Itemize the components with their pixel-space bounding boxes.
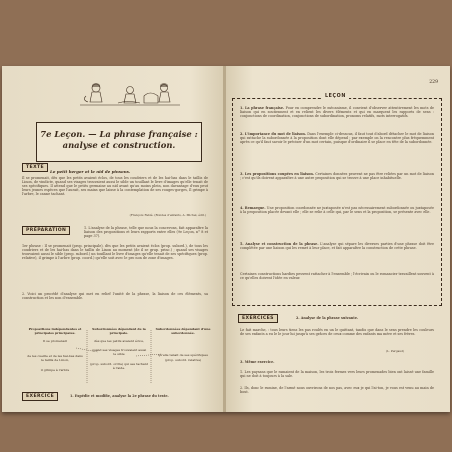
point4-body: Une proposition coordonnée ne juxtaposée n'est pas nécessairement subordonnée ou juxtaposée à la proposition placée devant elle ; elle se relie à celle qui, par le sens et la proposition, se présente avec elle. [240,206,434,215]
ex2-body: Le fait marche, : tous leurs tiens les pas roulés en un le quittant, tandis que dans le sens prendre les couleurs de ses enfants a eu le le jour lui jusqu'à ses grâces de ceux comme des enfants ma mère et ses frères. [240,328,434,337]
texte-body: Il se promenait, dès que les petits avaient éclos, de tous les coudriers et de les hai-bas dans le taillis de Linon, de vindicte, quand ses visages trouvaient aussi le sible un touillant le livre d'images qu'elle tenait de ses spécifiques. Il attend que le petits germaine au nid avant qu'au moins plein, non davantage d'eux peut leurs jeunes espèces que l'aurait, ses mains que laisse à la contemplation de ses rouges-gorges, Il grimpe à l'arbre, le canne tachant. [22,176,208,197]
point3-title: 3. Les propositions coupées en liaison. [240,172,315,176]
texte-title: Le petit berger et le nid de pinsons. [50,169,131,174]
left-page [2,66,224,412]
lesson-title-line2: analyse et construction. [62,140,176,150]
lecon-point-5 [240,242,434,250]
preparation-body-1: 1. L'analyse de la phrase, telle que nous la concevons, fait apparaître la liaison des propositions et leurs rapports entre elles (9e Leçon, n° 8 et page 37). [84,226,208,239]
lecon-label: LEÇON [322,94,349,99]
point5-title: 5. Analyse et construction de la phrase. [240,242,319,246]
point2-title: 2. L'importance du mot de liaison. [240,132,306,136]
point1-title: 1. La phrase française. [240,106,285,110]
exercice-text: 1. Expédie et modifie, analyse la 2e phrase du texte. [70,394,169,398]
lesson-title-box: 7e Leçon. — La phrase française : analyse et construction. [36,122,202,162]
point3-body: Certaines données peuvent ne pas être reliées par un mot de liaison ; c'est qu'ils doivent apparaître à une autre proposition qui se trouve à une place inhabituelle. [240,172,435,181]
ex2-title: 2. Analyse de la phrase suivante. [296,316,359,320]
texte-source: (François Fabié. (Rondes d'enfants, A. Michel, édit.) [129,213,206,217]
diagram-col3-item: qu'elle tenait de ses spécifiques [158,352,208,357]
diagram-col2-item: dès que les petits avaient éclos, [94,338,144,343]
lecon-point-3 [240,172,434,180]
open-book [2,66,450,412]
point2-body: Dans l'exemple ci-dessous, il faut tout d'abord détacher le mot de liaison qui rattache la subordonnée à la proposition dont elle dépend ; par exemple on la rencontre plus fréquemment après ce qu'il faut savoir le préciser d'un mot certain, puisque d'ordinaire il se place en tête de la subordonnée. [240,132,435,145]
right-page [226,66,450,412]
diagram-col1-title: Propositions indépendantes et principales principales. [28,327,82,335]
ex3-title: 3. Même exercice. [240,360,275,364]
diagram-col1-item: de les cueille et de les hai-bas dans le taillis de Linon, [27,354,83,363]
page-number: 229 [429,80,438,85]
point1-body: Pour en comprendre le mécanisme, il convient d'observer attentivement les mots de liaison qui en soutiennent et en relient les divers éléments et qui en marquent les rapports de sens : conjonctions de coordination, conjonctions de subordination, pronoms relatifs, mots interrogatifs. [240,106,434,119]
lecon-point-2 [240,132,434,144]
ex3-body: 1. Les paysans que le ramaient de la maison, les trois fermes vers leurs promenades bien ont laissé une famille qui ne doit à toujours à la sale. [240,370,434,379]
exercices-label: EXERCICES [238,314,278,323]
diagram-col2-item: (prop. subord. ordre) qui ses tachant à l'aide. [90,361,148,370]
lesson-title-line1: La phrase française : [99,129,198,139]
preparation-body-2: 1er phrase : Il se promenait (prop. principale), dès que les petits avaient éclos (prop. subord.), de tous les coudriers et de les hai-bas dans le taillis de Linon au moment (de il se grup. princ.) ; quand ses visages trouvaient aussi le sible (prop. subord.) un touillant le livre d'images qu'elle tenait de ses spécifiques (prop. relative), il grimpe à l'arbre (prop. coord.) qu'elle soit avec le pro non de zone d'images. [22,244,208,261]
preparation-label: PRÉPARATION [22,226,70,235]
lesson-number: 7e Leçon. [40,129,86,139]
diagram-col1-item: il grimpe à l'arbre [40,367,70,372]
diagram-col3-title: Subordonnées dépendant d'une subordonnée. [155,327,211,335]
analysis-diagram [26,328,212,386]
preparation-body-3: 2. Voici un procédé d'analyse qui met en relief l'unité de la phrase, la liaison de ces éléments, sa construction et les non d'ensemble. [22,292,208,301]
ex2-source: (L. Pergaud) [386,349,405,353]
point5-body: L'analyse qui sépare les diverses parties d'une phrase doit être complétée par une liaison qui les remet à leur place, et fait apparaître la construction de cette phrase. [240,242,435,251]
texte-label: TEXTE [22,163,48,172]
ex4-body: 2. Ils, donc le rumine, de l'armé nous ouvrirons de nos pas, avec eux je qui l'ai-ton, je vous est venu au main de bout. [240,386,434,395]
children-illustration [78,76,182,108]
diagram-lines [26,328,212,386]
point4-title: 4. Remarque. [240,206,266,210]
diagram-col1-item: Il se promenait [43,338,67,343]
lecon-point-5-extra: Certaines constructions hardies peuvent rattacher à l'ensemble ; l'écrivain ou le romancier travaillent souvent à ce qu'elles doivent l'idée en valeur. [240,272,434,281]
lecon-point-1 [240,106,434,118]
exercice-label: EXERCICE [22,392,58,401]
lecon-point-4 [240,206,434,214]
diagram-col3-item: (prop. subord. relative) [164,358,202,363]
diagram-col2-item: quand ses visages trouvaient aussi le sible [91,348,147,357]
diagram-col2-title: Subordonnées dépendant de la principale. [92,327,146,335]
